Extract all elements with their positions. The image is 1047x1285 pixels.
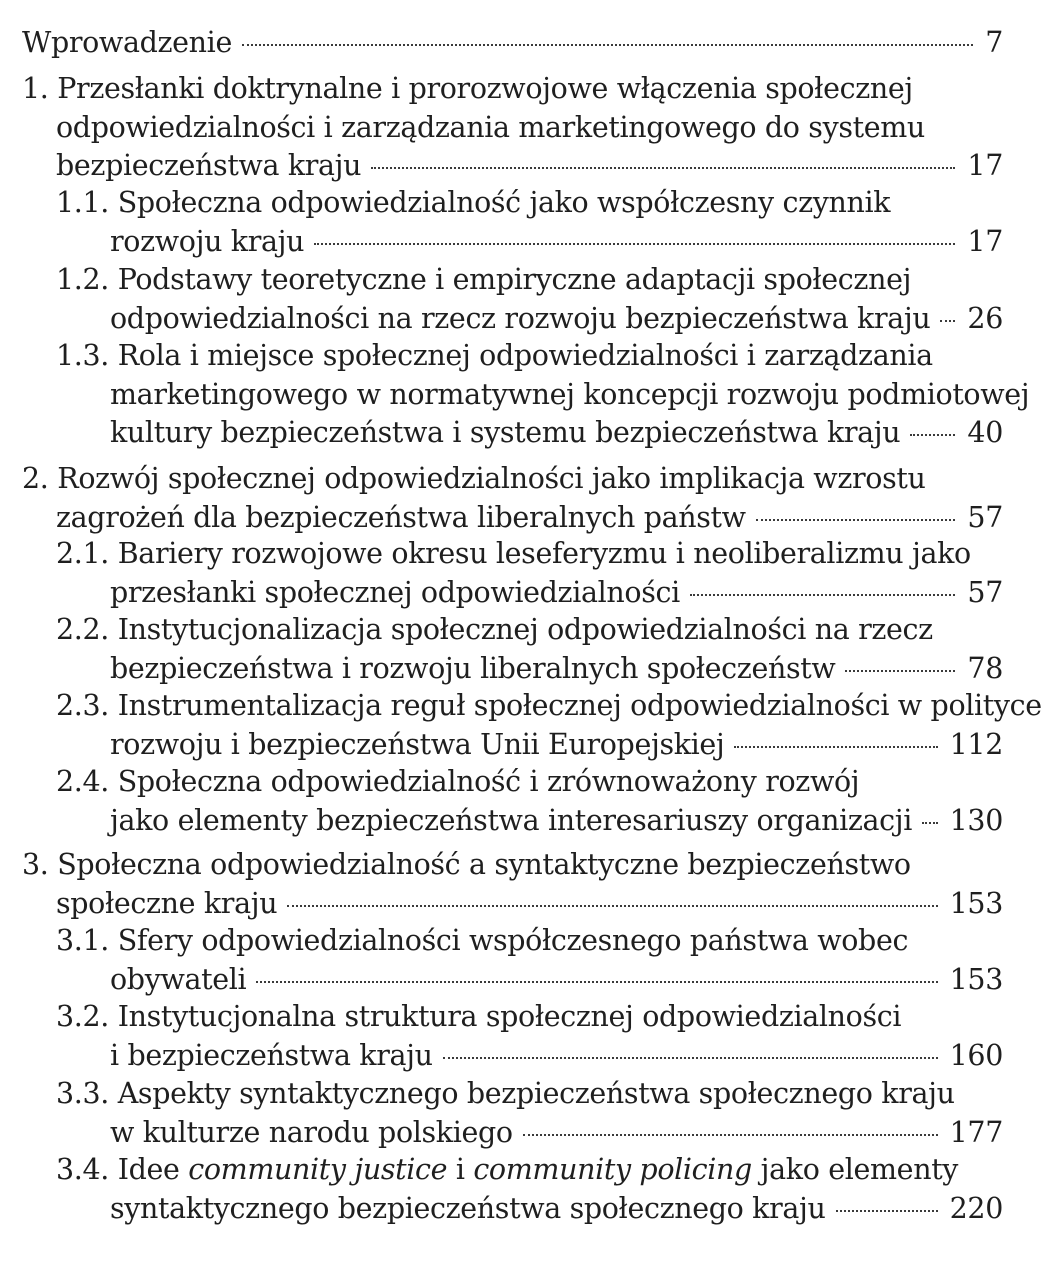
toc-entry-title: Społeczna odpowiedzialność a syntaktyczne bezpieczeństwo	[57, 848, 911, 881]
toc-page-number: 57	[967, 500, 1003, 534]
toc-entry-number: 3.1.	[56, 924, 109, 957]
toc-entry-section-2-4[interactable]	[56, 763, 1003, 840]
toc-entry-title: bezpieczeństwa i rozwoju liberalnych społeczeństw	[110, 651, 836, 685]
toc-entry-title-italic: community justice	[188, 1153, 448, 1186]
toc-entry-title: Bariery rozwojowe okresu leseferyzmu i neoliberalizmu jako	[117, 537, 971, 570]
dot-leader	[256, 981, 937, 983]
toc-entry-section-2-3[interactable]	[56, 687, 1042, 764]
toc-entry-title: bezpieczeństwa kraju	[56, 149, 362, 182]
toc-page-number: 7	[985, 26, 1003, 59]
toc-entry-title: Wprowadzenie	[22, 26, 232, 59]
toc-entry-chapter-1[interactable]	[22, 70, 1003, 186]
toc-page-number: 112	[949, 727, 1003, 761]
toc-entry-title: obywateli	[110, 962, 247, 996]
toc-entry-number: 3.3.	[56, 1077, 109, 1110]
toc-entry-section-1-1[interactable]	[56, 184, 1003, 261]
toc-entry-title-italic: community policing	[473, 1153, 752, 1186]
dot-leader	[940, 320, 955, 322]
toc-entry-chapter-3[interactable]	[22, 846, 1003, 923]
toc-entry-section-1-2[interactable]	[56, 261, 1003, 338]
toc-entry-title: jako elementy bezpieczeństwa interesariuszy organizacji	[110, 803, 913, 837]
toc-entry-number: 1.2.	[56, 263, 109, 296]
toc-page-number: 57	[967, 575, 1003, 609]
toc-entry-number: 3.4.	[56, 1153, 109, 1186]
toc-entry-title: Instytucjonalizacja społecznej odpowiedzialności na rzecz	[117, 613, 933, 646]
toc-entry-number: 2.3.	[56, 689, 109, 722]
toc-entry-number: 3.2.	[56, 1000, 109, 1033]
toc-entry-title: odpowiedzialności na rzecz rozwoju bezpieczeństwa kraju	[110, 301, 931, 335]
toc-entry-title: i bezpieczeństwa kraju	[110, 1038, 433, 1072]
toc-entry-title: marketingowego w normatywnej koncepcji rozwoju podmiotowej	[110, 377, 1030, 411]
toc-page-number: 40	[967, 416, 1003, 449]
toc-entry-number: 2.	[22, 462, 49, 495]
dot-leader	[910, 434, 955, 436]
dot-leader	[734, 746, 937, 748]
dot-leader	[443, 1057, 938, 1059]
toc-entry-title: zagrożeń dla bezpieczeństwa liberalnych państw	[56, 500, 746, 534]
toc-entry-number: 1.3.	[56, 339, 109, 372]
dot-leader	[287, 905, 937, 907]
toc-entry-number: 3.	[22, 848, 49, 881]
toc-entry-number: 1.1.	[56, 186, 109, 219]
dot-leader	[922, 822, 938, 824]
toc-entry-title: rozwoju kraju	[110, 224, 305, 258]
toc-entry-title: Podstawy teoretyczne i empiryczne adaptacji społecznej	[117, 263, 912, 296]
toc-entry-title: Społeczna odpowiedzialność jako współczesny czynnik	[117, 186, 891, 219]
dot-leader	[523, 1134, 938, 1136]
toc-entry-section-3-2[interactable]	[56, 998, 1003, 1075]
toc-entry-title: Rola i miejsce społecznej odpowiedzialności i zarządzania	[117, 339, 933, 372]
toc-page-number: 153	[949, 886, 1003, 920]
toc-page-number: 160	[949, 1038, 1003, 1072]
toc-page-number: 177	[949, 1115, 1003, 1149]
toc-entry-title-part: jako elementy	[751, 1153, 959, 1186]
toc-entry-title: Sfery odpowiedzialności współczesnego państwa wobec	[117, 924, 909, 957]
dot-leader	[242, 44, 973, 46]
toc-entry-number: 1.	[22, 72, 49, 105]
toc-entry-title: Instrumentalizacja reguł społecznej odpowiedzialności w polityce	[117, 689, 1042, 722]
dot-leader	[836, 1210, 938, 1212]
toc-entry-chapter-2[interactable]	[22, 460, 1003, 537]
toc-page-number: 17	[967, 149, 1003, 182]
toc-entry-section-3-3[interactable]	[56, 1075, 1003, 1152]
toc-page-number: 130	[949, 803, 1003, 837]
toc-page-number: 26	[967, 301, 1003, 335]
toc-entry-title: Przesłanki doktrynalne i prorozwojowe włączenia społecznej	[57, 72, 913, 105]
dot-leader	[845, 670, 955, 672]
toc-page-number: 78	[967, 651, 1003, 685]
toc-entry-number: 2.2.	[56, 613, 109, 646]
toc-entry-title: rozwoju i bezpieczeństwa Unii Europejskiej	[110, 727, 725, 761]
toc-entry-title: przesłanki społecznej odpowiedzialności	[110, 575, 680, 609]
toc-entry-title: w kulturze narodu polskiego	[110, 1115, 513, 1149]
toc-page-number: 17	[967, 224, 1003, 258]
dot-leader	[371, 167, 955, 169]
dot-leader	[314, 243, 955, 245]
toc-entry-section-3-1[interactable]	[56, 922, 1003, 999]
toc-entry-title: Aspekty syntaktycznego bezpieczeństwa społecznego kraju	[117, 1077, 955, 1110]
toc-page-number: 153	[949, 962, 1003, 996]
toc-entry-section-3-4[interactable]	[56, 1151, 1003, 1228]
toc-page-number: 220	[949, 1191, 1003, 1225]
toc-entry-title: Instytucjonalna struktura społecznej odpowiedzialności	[117, 1000, 902, 1033]
toc-entry-title: kultury bezpieczeństwa i systemu bezpieczeństwa kraju	[110, 416, 901, 449]
toc-entry-title-part: Idee	[117, 1153, 189, 1186]
toc-entry-title-part: i	[447, 1153, 474, 1186]
toc-entry-section-2-1[interactable]	[56, 535, 1003, 612]
toc-entry-title: społeczne kraju	[56, 886, 278, 920]
dot-leader	[756, 519, 956, 521]
toc-entry-title: Społeczna odpowiedzialność i zrównoważony rozwój	[117, 765, 860, 798]
toc-entry-title: Rozwój społecznej odpowiedzialności jako implikacja wzrostu	[57, 462, 926, 495]
toc-entry-section-1-3[interactable]	[56, 337, 1030, 453]
toc-entry-title: syntaktycznego bezpieczeństwa społecznego kraju	[110, 1191, 826, 1225]
toc-entry-number: 2.1.	[56, 537, 109, 570]
toc-entry-intro[interactable]	[22, 24, 1003, 63]
toc-entry-number: 2.4.	[56, 765, 109, 798]
toc-entry-section-2-2[interactable]	[56, 611, 1003, 688]
dot-leader	[690, 594, 956, 596]
toc-entry-title: odpowiedzialności i zarządzania marketingowego do systemu	[56, 110, 925, 144]
